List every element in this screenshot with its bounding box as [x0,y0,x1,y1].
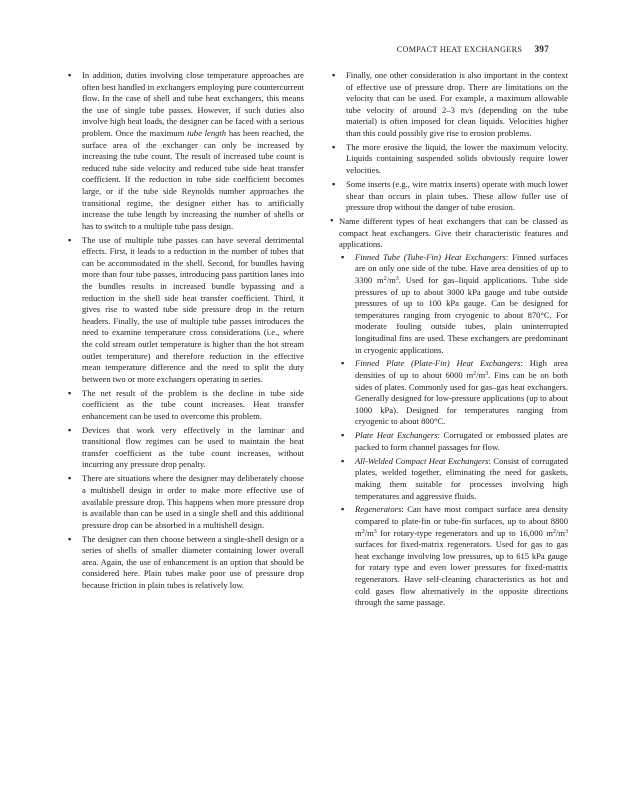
list-item: ▪ The use of multiple tube passes can have several detrimental effects. First, it leads to a reduction in the number of tubes that can be accommodated in the shell. Second, for bundles having more than four tube passes, introducing pass partition lanes into the bundles results in increased bundle bypassing and a reduction in the shell side heat transfer coefficient. Third, it gives rise to wasted tube side pressure drop in the return headers. Finally, the use of multiple tube passes introduces the need to examine temperature cross considerations (i.e., where the cold stream outlet temperature is higher than the hot stream outlet temperature) and therefore reduction in the effective mean temperature difference and the need to split the duty between two or more exchangers operating in series. [66,235,304,386]
page-number: 397 [534,44,549,54]
list-item: ▪ Some inserts (e.g., wire matrix inserts) operate with much lower shear than occurs in plain tubes. These allow fuller use of pressure drop without the danger of tube erosion. [330,179,568,214]
type-name: Plate Heat Exchangers [355,430,438,441]
type-finned-tube: ▪ Finned Tube (Tube-Fin) Heat Exchangers: Finned surfaces are on only one side of the tube. Have area densities of up to 3300 $m^2/m^3$. Used for gas–liquid applications. Tube side pressures of up to about 3000 kPa gauge and tube outside pressures of up to 100 kPa gauge. Can be designed for temperatures ranging from cryogenic to about 870°C. For moderate fouling outside tubes, plain uninterrupted longitudinal fins are used. These exchangers are predominant in cryogenic applications. [339,252,568,356]
left-column [66,70,304,594]
right-column [330,70,568,611]
question-item [330,216,568,609]
type-plate: ▪ Plate Heat Exchangers: Corrugated or embossed plates are packed to form channel passages for flow. [339,430,568,453]
list-item: ▪ The net result of the problem is the decline in tube side coefficient as the tube count increases. Heat transfer enhancement can be used to overcome this problem. [66,388,304,423]
emphasized-phrase: tube length [187,127,227,138]
type-regenerators: ▪ Regenerators: Can have most compact surface area density compared to plate-fin or tube-fin surfaces, up to about 8800 $m^2/m^3$ for rotary-type regenerators and up to 16,000 $m^2/m^3$ surfaces for fixed-matrix regenerators. Used for gas to gas heat exchange involving low pressures, up to 615 kPa gauge for rotary type and even lower pressures for fixed-matrix regenerators. Have self-cleaning characteristics as hot and cold gases flow alternatively in the opposite directions through the same passage. [339,504,568,608]
list-item: ▪ In addition, duties involving close temperature approaches are often best handled in exchangers employing pure countercurrent flow. In the case of shell and tube heat exchangers, this means the use of single tube passes. However, if such duties also involve high heat loads, the designer can be faced with a serious problem. Once the maximum tube length has been reached, the surface area of the exchanger can only be increased by increasing the tube count. The result of increased tube count is reduced tube side velocity and reduced tube side heat transfer coefficient. If the reduction in tube side coefficient becomes large, or if the tube side Reynolds number approaches the transitional regime, the designer either has to artificially increase the tube length by increasing the number of shells or has to switch to a multiple tube pass design. [66,70,304,232]
left-bullet-list [66,70,304,592]
list-item: ▪ The more erosive the liquid, the lower the maximum velocity. Liquids containing suspended solids obviously require lower velocities. [330,142,568,177]
type-name: Finned Plate (Plate-Fin) Heat Exchangers [355,358,521,369]
type-all-welded: ▪ All-Welded Compact Heat Exchangers: Consist of corrugated plates, welded together, eliminating the need for gaskets, making them suitable for processes involving high temperatures and aggressive fluids. [339,456,568,502]
type-name: Regenerators [355,504,402,515]
list-item: ▪ Finally, one other consideration is also important in the context of effective use of pressure drop. There are limitations on the velocity that can be used. For example, a maximum allowable tube velocity of around 2–3 m/s (depending on the tube material) is often imposed for clean liquids. Velocities higher than this could possibly give rise to erosion problems. [330,70,568,140]
list-item: ▪ There are situations where the designer may deliberately choose a multishell design in order to make more effective use of available pressure drop. This happens when more pressure drop is available than can be used in a single shell and this additional pressure drop can be absorbed in a multishell design. [66,473,304,531]
list-item: ▪ Devices that work very effectively in the laminar and transitional flow regimes can be used to maintain the heat transfer coefficient as the tube count increases, without incurring any pressure drop penalty. [66,425,304,471]
right-top-bullet-list [330,70,568,214]
running-header [397,44,549,54]
question-text: Name different types of heat exchangers that can be classed as compact heat exchangers. Give their characteristic features and applications. [339,216,568,250]
running-title: COMPACT HEAT EXCHANGERS [396,45,523,54]
exchanger-types-list [339,252,568,609]
question-list [330,216,568,609]
type-name: Finned Tube (Tube-Fin) Heat Exchangers [355,251,506,262]
type-finned-plate: ▪ Finned Plate (Plate-Fin) Heat Exchangers: High area densities of up to about 6000 $m^2/m^3$. Fins can be on both sides of plates. Commonly used for gas–gas heat exchangers. Generally designed for low-pressure applications (up to about 1000 kPa). Designed for temperatures ranging from cryogenic to about 800°C. [339,358,568,428]
list-item: ▪ The designer can then choose between a single-shell design or a series of shells of smaller diameter containing lower overall area. Again, the use of enhancement is an option that should be considered here. Plain tubes make poor use of pressure drop because friction in plain tubes is relatively low. [66,534,304,592]
type-name: All-Welded Compact Heat Exchangers [355,455,489,466]
